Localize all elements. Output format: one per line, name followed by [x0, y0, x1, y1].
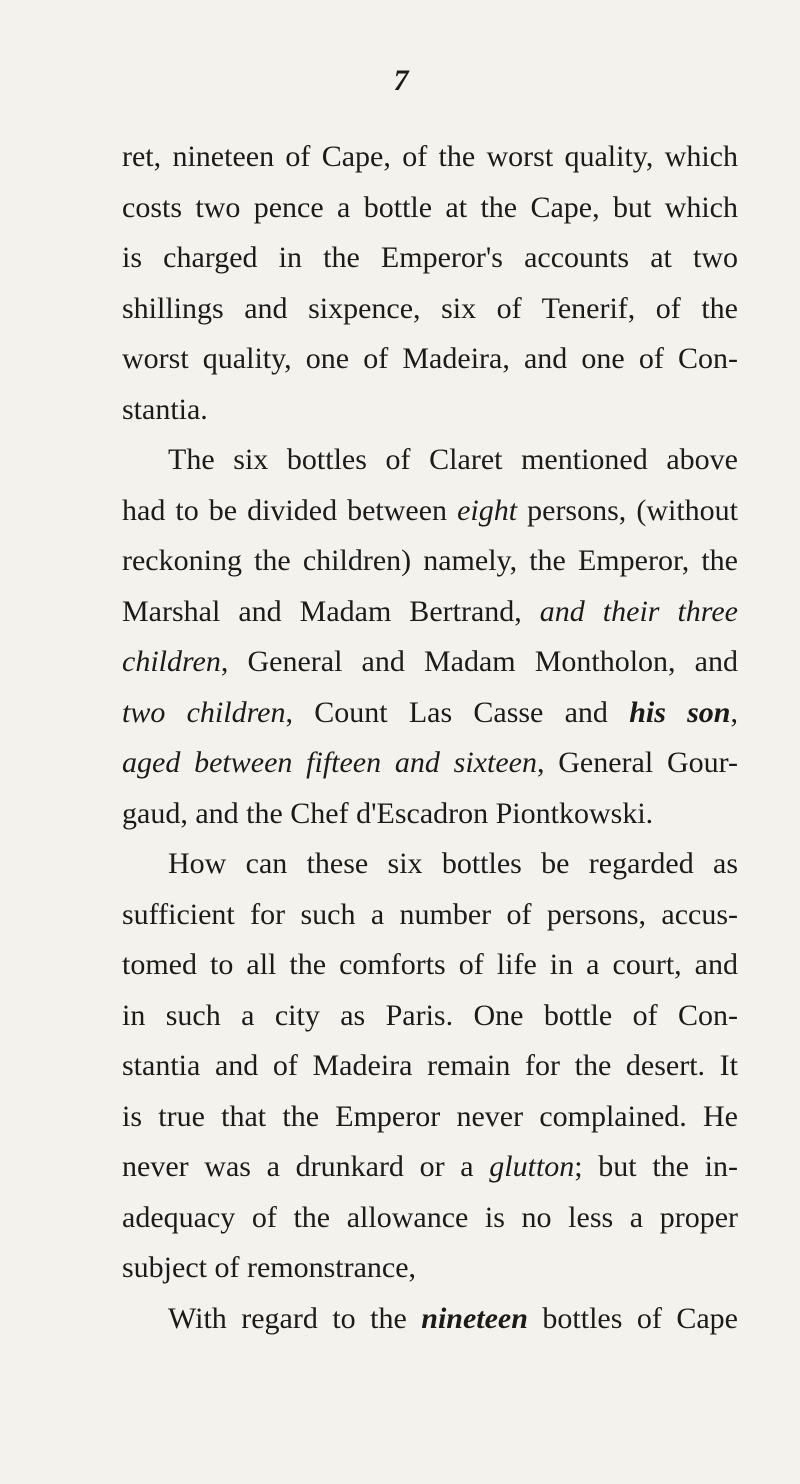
- text-line: is true that the Emperor never complained. He: [122, 1099, 738, 1133]
- text-line: children, General and Madam Montholon, and: [122, 645, 738, 678]
- emphasis-text: his son: [629, 695, 731, 729]
- text-line: stantia.: [122, 392, 208, 426]
- paragraph-start-line: With regard to the nineteen bottles of Cape: [168, 1301, 738, 1335]
- text-line: sufficient for such a number of persons, accus-: [122, 897, 738, 931]
- text-line: never was a drunkard or a glutton; but the in-: [122, 1150, 738, 1183]
- text-line: is charged in the Emperor's accounts at two: [122, 241, 738, 274]
- emphasis-text: children: [122, 645, 221, 678]
- text-line: had to be divided between eight persons, (without: [122, 493, 738, 527]
- text-line: Marshal and Madam Bertrand, and their three: [122, 594, 738, 628]
- text-line: aged between fifteen and sixteen, General Gour-: [122, 746, 738, 779]
- text-line: shillings and sixpence, six of Tenerif, of the: [122, 291, 738, 325]
- text-line: ret, nineteen of Cape, of the worst quality, which: [122, 140, 738, 173]
- text-line: worst quality, one of Madeira, and one of Con-: [122, 342, 738, 375]
- page-number: 7: [393, 64, 409, 97]
- emphasis-text: glutton: [489, 1150, 575, 1183]
- paragraph-start-line: The six bottles of Claret mentioned above: [168, 443, 738, 476]
- emphasis-text: and their three: [539, 594, 738, 628]
- emphasis-text: nineteen: [421, 1301, 528, 1335]
- text-line: tomed to all the comforts of life in a court, and: [122, 948, 738, 981]
- text-line: reckoning the children) namely, the Emperor, the: [122, 544, 738, 577]
- text-line: two children, Count Las Casse and his son,: [122, 695, 738, 729]
- text-line: subject of remonstrance,: [122, 1251, 417, 1284]
- paragraph-start-line: How can these six bottles be regarded as: [168, 847, 738, 880]
- emphasis-text: two children: [122, 695, 286, 729]
- emphasis-text: eight: [457, 493, 518, 527]
- text-line: gaud, and the Chef d'Escadron Piontkowski.: [122, 796, 654, 830]
- text-line: adequacy of the allowance is no less a proper: [122, 1200, 738, 1234]
- body-text: [122, 132, 738, 1344]
- emphasis-text: aged between fifteen and sixteen: [122, 746, 537, 779]
- text-line: costs two pence a bottle at the Cape, but which: [122, 190, 738, 224]
- text-line: stantia and of Madeira remain for the desert. It: [122, 1049, 738, 1082]
- text-line: in such a city as Paris. One bottle of Con-: [122, 998, 738, 1032]
